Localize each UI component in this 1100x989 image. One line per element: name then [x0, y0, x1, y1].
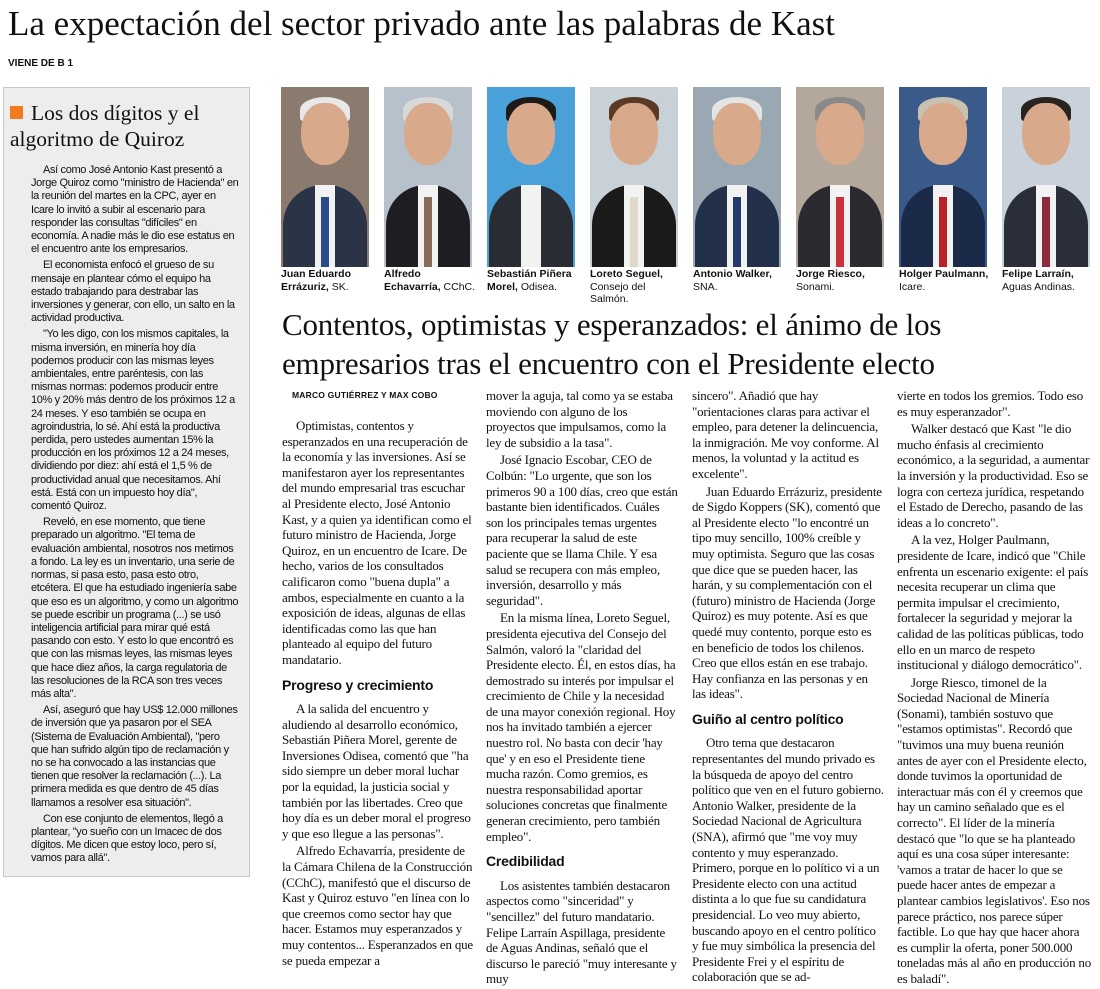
article-paragraph: Jorge Riesco, timonel de la Sociedad Nacional de Minería (Sonami), también sostuvo que "estamos optimistas". Recordó que "tuvimos una muy buena reunión antes de ayer con el Presidente electo, donde tuvimos la oportunidad de interactuar más con él y creemos que hay un camino señalado que es el correcto". El líder de la minería destacó que "lo que se ha planteado aquí es una cosa súper interesante: 'vamos a tratar de hacer lo que se puede hacer antes de empezar a plantear cambios legislativos'. Eso nos parece práctico, nos parece súper factible. Lo que hay que hacer ahora es cumplir la oferta, poner 500.000 toneladas más al año en producción no es baladí".	[897, 674, 1092, 986]
caption-org: SK.	[328, 280, 349, 293]
photo-card	[281, 87, 376, 293]
caption-name: Jorge Riesco,	[796, 268, 865, 280]
article-paragraph: Alfredo Echavarría, presidente de la Cámara Chilena de la Construcción (CChC), manifestó que el discurso de Kast y Quiroz estuvo "en línea con lo que creemos como sector hay que hacer. Estamos muy esperanzados y muy contentos... Esperanzados en que se pueda empezar a	[282, 843, 473, 968]
portrait-photo	[796, 87, 884, 267]
caption-org: Consejo del Salmón.	[590, 280, 646, 305]
kicker: VIENE DE B 1	[8, 58, 74, 69]
photo-card	[487, 87, 582, 293]
article-paragraph: José Ignacio Escobar, CEO de Colbún: "Lo urgente, que son los primeros 90 a 100 días, creo que están bastante bien identificados. Cuáles son los principales temas urgentes para recuperar la salud de este paciente que se llama Chile. Y esa salud se recupera con más empleo, inversión, desarrollo y más seguridad".	[486, 452, 678, 608]
caption-org: CChC.	[440, 280, 476, 293]
sidebar-paragraph: "Yo les digo, con los mismos capitales, la misma inversión, en minería hoy día podemos producir con las mismas leyes ambientales, entre paréntesis, con las mismas normas: podemos producir entre 10% y 20% más dentro de los próximos 12 a 24 meses. Y eso también se ocupa en agroindustria, lo sé. Ahí está la productiva perdida, pero ustedes aumentan 15% la producción en los próximos 12 a 24 meses, dividiendo por diez: ahí está el 1,5 % de productividad anual que necesitamos. Ahí está. Está con un impuesto hoy día", comentó Quiroz.	[31, 328, 235, 513]
article-paragraph: sincero". Añadió que hay "orientaciones claras para activar el empleo, para detener la delincuencia, la inmigración. Me voy conforme. Al menos, la voluntad y la actitud es excelente".	[692, 388, 879, 481]
sidebar-title-block	[10, 100, 246, 152]
article-paragraph: mover la aguja, tal como ya se estaba moviendo con alguno de los proyectos que impulsamos, como la ley de subsidio a la tasa".	[486, 388, 673, 450]
article-paragraph: En la misma línea, Loreto Seguel, presidenta ejecutiva del Consejo del Salmón, valoró la "claridad del Presidente electo. Él, en estos días, ha demostrado su interés por impulsar el crecimiento de Chile y la necesidad de una mayor conexión regional. Hoy nos ha invitado también a ejercer nuestro rol. No basta con decir 'hay que' y en eso el Presidente tiene mucha razón. Como gremios, es nuestra responsabilidad aportar soluciones concretas que finalmente generan crecimiento, pero también empleo".	[486, 610, 676, 844]
caption-org: SNA.	[693, 280, 718, 293]
article-paragraph: Los asistentes también destacaron aspectos como "sinceridad" y "sencillez" del futuro mandatario. Felipe Larraín Aspillaga, presidente de Aguas Andinas, señaló que el discurso le pareció "muy interesante y muy	[486, 877, 677, 987]
orange-square-icon	[10, 106, 23, 119]
article-column-1	[282, 418, 474, 970]
article-paragraph: Walker destacó que Kast "le dio mucho énfasis al crecimiento económico, a la seguridad, a aumentar la inversión y la productividad. Eso se logra con certeza jurídica, respetando el Estado de Derecho, pasando de las ideas a lo concreto".	[897, 421, 1090, 530]
subheadline: Contentos, optimistas y esperanzados: el ánimo de los empresarios tras el encuentro con el Presidente electo	[282, 307, 942, 381]
article-paragraph: Otro tema que destacaron representantes del mundo privado es la búsqueda de apoyo del centro político que ven en el futuro gobierno. Antonio Walker, presidente de la Sociedad Nacional de Agricultura (SNA), afirmó que "me voy muy contento y muy esperanzado. Primero, porque en lo político vi a un Presidente electo con una actitud distinta a lo que fue su candidatura presidencial. Lo veo muy abierto, buscando apoyo en el centro político y fue muy simbólica la presencia del Presidente Frei y el espíritu de colaboración que se ad-	[692, 735, 884, 985]
photo-card	[899, 87, 994, 293]
photo-caption	[590, 268, 685, 306]
caption-name: Antonio Walker,	[693, 268, 772, 280]
photo-caption	[693, 268, 788, 293]
section-heading: Progreso y crecimiento	[282, 676, 434, 693]
article-column-2	[486, 388, 679, 989]
article-paragraph: vierte en todos los gremios. Todo eso es muy esperanzador".	[897, 388, 1084, 419]
sidebar-body	[31, 164, 239, 869]
sidebar-paragraph: Así, aseguró que hay US$ 12.000 millones de inversión que ya pasaron por el SEA (Sistema de Evaluación Ambiental), "pero que han sufrido algún tipo de reclamación y no se ha convocado a las instancias que tienen que resolver la reclamación (...). La primera medida es que dentro de 45 días llamamos a resolver esa situación".	[31, 704, 238, 809]
photo-caption	[487, 268, 582, 293]
caption-org: Sonami.	[796, 280, 835, 293]
caption-org: Odisea.	[517, 280, 558, 293]
caption-name: Alfredo Echavarría,	[384, 268, 441, 293]
photo-caption	[899, 268, 994, 293]
caption-org: Aguas Andinas.	[1002, 280, 1075, 293]
sidebar-box	[3, 87, 250, 877]
sidebar-paragraph: Con ese conjunto de elementos, llegó a plantear, "yo sueño con un Imacec de dos dígitos. Me dicen que estoy loco, pero sí, vamos para allá".	[31, 812, 223, 865]
photo-card	[693, 87, 788, 293]
section-heading: Guiño al centro político	[692, 710, 844, 727]
photo-card	[384, 87, 479, 293]
photo-caption	[1002, 268, 1097, 293]
photo-caption	[384, 268, 479, 293]
sidebar-paragraph: El economista enfocó el grueso de su mensaje en plantear cómo el equipo ha estado trabajando para destrabar las inversiones y generar, con ello, un salto en la actividad productiva.	[31, 259, 235, 325]
portrait-photo	[693, 87, 781, 267]
portrait-photo	[590, 87, 678, 267]
photo-card	[1002, 87, 1097, 293]
photo-card	[796, 87, 891, 293]
byline: MARCO GUTIÉRREZ Y MAX COBO	[292, 390, 438, 400]
photo-caption	[796, 268, 891, 293]
article-paragraph: Juan Eduardo Errázuriz, presidente de Sigdo Koppers (SK), comentó que al Presidente electo "lo encontré un tipo muy sencillo, 100% creíble y muy optimista. Seguro que las cosas que dice que se pueden hacer, las harán, y su complementación con el (futuro) ministro de Hacienda (Jorge Quiroz) es muy potente. Así es que quedé muy contento, porque esto es en beneficio de todos los chilenos. Creo que ellos están en ese trabajo. Hay confianza en las personas y en las ideas".	[692, 483, 882, 702]
sidebar-paragraph: Así como José Antonio Kast presentó a Jorge Quiroz como "ministro de Hacienda" en la reunión del martes en la CPC, ayer en Icare lo invitó a subir al escenario para responder las consultas "difíciles" en economía. A nadie más le dio ese estatus en el encuentro ante los empresarios.	[31, 164, 239, 256]
article-paragraph: Optimistas, contentos y esperanzados en una recuperación de la economía y las inversiones. Así se manifestaron ayer los representantes del mundo empresarial tras escuchar al Presidente electo, José Antonio Kast, y a quien ya identifican como el futuro ministro de Hacienda, Jorge Quiroz, en un encuentro de Icare. De hecho, varios de los consultados calificaron como "buena dupla" a ambos, especialmente en cuanto a la exposición de ideas, algunas de ellas identificadas como las que han planteado al equipo del futuro mandatario.	[282, 418, 472, 667]
sidebar-title: Los dos dígitos y el algoritmo de Quiroz	[10, 101, 200, 151]
article-column-4	[897, 388, 1092, 989]
portrait-photo	[384, 87, 472, 267]
article-column-3	[692, 388, 884, 987]
article-paragraph: A la vez, Holger Paulmann, presidente de Icare, indicó que "Chile enfrenta un escenario exigente: el país necesita recuperar un clima que permita impulsar el crecimiento, fortalecer la seguridad y mejorar la calidad de las políticas públicas, todo ello en un marco de respeto institucional y diálogo democrático".	[897, 532, 1089, 673]
caption-name: Loreto Seguel,	[590, 268, 663, 280]
portrait-photo	[487, 87, 575, 267]
portrait-photo	[1002, 87, 1090, 267]
sidebar-paragraph: Reveló, en ese momento, que tiene preparado un algoritmo. "El tema de evaluación ambiental, nosotros nos metimos a fondo. La ley es un inventario, una serie de normas, si pasa esto, pasa esto otro, etcétera. El que ha estudiado ingeniería sabe que eso es un algoritmo, y como un algoritmo se puede escribir un programa (...) se usó inteligencia artificial para mirar qué está pasando con esto. Y esto lo que encontró es que con las mismas leyes, las mismas leyes que hace diez años, la carga regulatoria de las resoluciones de la RCA son tres veces más alta".	[31, 516, 239, 700]
portrait-photo	[281, 87, 369, 267]
photo-caption	[281, 268, 376, 293]
section-heading: Credibilidad	[486, 853, 565, 870]
portrait-photo	[899, 87, 987, 267]
article-paragraph: A la salida del encuentro y aludiendo al desarrollo económico, Sebastián Piñera Morel, gerente de Inversiones Odisea, comentó que "ha sido siempre un deber moral luchar por la equidad, la justicia social y también por las libertades. Creo que hoy día es un deber moral el progreso y que eso llegue a las personas".	[282, 701, 471, 841]
caption-name: Felipe Larraín,	[1002, 268, 1074, 280]
caption-name: Sebastián Piñera Morel,	[487, 268, 572, 293]
photo-card	[590, 87, 685, 306]
photo-strip	[281, 87, 1099, 305]
caption-name: Juan Eduardo Errázuriz,	[281, 268, 352, 293]
headline: La expectación del sector privado ante las palabras de Kast	[8, 4, 835, 43]
caption-org: Icare.	[899, 280, 926, 293]
caption-name: Holger Paulmann,	[899, 268, 989, 280]
